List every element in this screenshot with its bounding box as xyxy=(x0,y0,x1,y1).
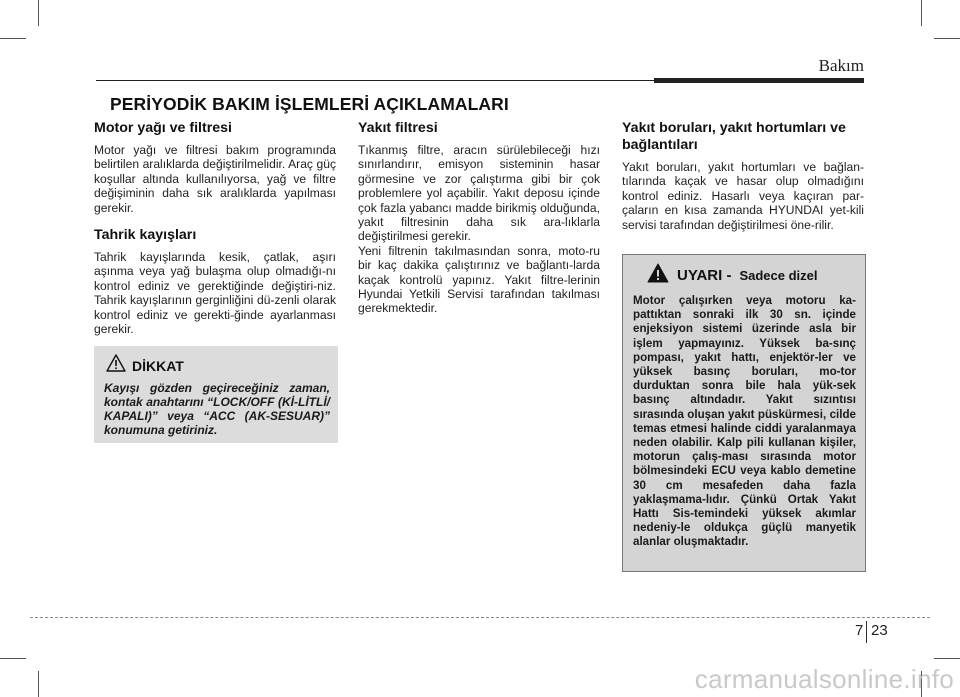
crop-mark xyxy=(0,658,26,659)
paragraph-fuel-lines: Yakıt boruları, yakıt hortumları ve bağlan-tılarında kaçak ve hasar olup olmadığını kontrol ediniz. Hasarlı veya kaçıran par-çaların en kısa zamanda HYUNDAI yet-kili servisi tarafından değiştirilmesi öne-rilir. xyxy=(622,160,864,232)
warning-subtitle: Sadece dizel xyxy=(739,268,818,283)
footer-dashed-rule xyxy=(30,617,930,618)
crop-mark xyxy=(38,0,39,26)
subheading-fuel-filter: Yakıt filtresi xyxy=(358,120,438,136)
paragraph-fuel-filter-install: Yeni filtrenin takılmasından sonra, moto-ru bir kaç dakika çalıştırınız ve bağlantı-larda kaçak kontrolü yapınız. Yakıt filtre-lerinin Hyundai Yetkili Servisi tarafından takılması gerekmektedir. xyxy=(358,243,600,316)
paragraph-engine-oil: Motor yağı ve filtresi bakım programında belirtilen aralıklarda değiştirilmelidir. Araç güç koşullar altında kullanılıyorsa, yağ ve filtre değişiminin daha sık aralıklarda yapılması gerekir. xyxy=(94,143,336,215)
warning-box xyxy=(622,254,866,572)
paragraph-drive-belts: Tahrik kayışlarında kesik, çatlak, aşırı aşınma veya yağ bulaşma olup olmadığı-nı kontrol ediniz ve gerektiğinde değiştiri-niz. Tahrik kayışlarının gerginliğini dü-zenli olarak kontrol ediniz ve gerekti-ğinde ayarlanması gerekir. xyxy=(94,250,336,337)
watermark: carmanualsonline.info xyxy=(694,664,954,694)
caution-header xyxy=(106,354,330,377)
subheading-engine-oil: Motor yağı ve filtresi xyxy=(94,120,232,136)
subheading-fuel-lines: Yakıt boruları, yakıt hortumları ve bağlantıları xyxy=(622,120,846,153)
crop-mark xyxy=(921,0,922,26)
crop-mark xyxy=(38,671,39,697)
caution-title: DİKKAT xyxy=(132,357,184,374)
section-label: Bakım xyxy=(818,56,864,75)
warning-header xyxy=(647,263,856,288)
warning-triangle-icon xyxy=(106,354,126,377)
page-number-separator xyxy=(866,621,867,643)
column-right xyxy=(622,120,864,232)
chapter-number: 7 xyxy=(855,622,864,639)
crop-mark xyxy=(934,38,960,39)
column-middle xyxy=(358,120,600,316)
warning-triangle-icon xyxy=(647,263,669,288)
column-left xyxy=(94,120,336,336)
crop-mark xyxy=(934,658,960,659)
paragraph-fuel-filter: Tıkanmış filtre, aracın sürülebileceği hızı sınırlandırır, emisyon sisteminin hasar görmesine ve zor çalıştırma gibi bir çok problemlere yol açabilir. Yakıt deposu içinde çok fazla yabancı madde birikmiş olduğunda, yakıt filtresinin daha sık ara-lıklarla değiştirilmesi gerekir. xyxy=(358,143,600,244)
page-heading: PERİYODİK BAKIM İŞLEMLERİ AÇIKLAMALARI xyxy=(110,94,509,114)
header-rule-accent xyxy=(654,78,864,83)
subheading-drive-belts: Tahrik kayışları xyxy=(94,227,197,244)
warning-text: Motor çalışırken veya motoru ka-pattıktan sonraki ilk 30 sn. içinde enjeksiyon sistemi üzerinde asla bir işlem yapmayınız. Yüksek ba-sınç pompası, yakıt hattı, enjektör-ler ve yüksek basınç boruları, mo-tor durduktan sonra bile hala yük-sek basınç altındadır. Yakıt sızıntısı sırasında oluşan yakıt püskürmesi, cilde temas etmesi halinde ciddi yaralanmaya neden olabilir. Kalp pili kullanan kişiler, motorun çalış-ması sırasında motor bölmesindeki ECU veya kablo demetine 30 cm mesafeden daha fazla yaklaşmama-lıdır. Çünkü Ortak Yakıt Hattı Sis-temindeki yüksek akımlar nedeniy-le oldukça güçlü manyetik alanlar oluşmaktadır. xyxy=(633,294,856,549)
caution-text: Kayışı gözden geçireceğiniz zaman, kontak anahtarını “LOCK/OFF (Kİ-LİTLİ/ KAPALI)” veya “ACC (AK-SESUAR)” konumuna getiriniz. xyxy=(104,381,330,437)
caution-box xyxy=(94,346,338,443)
crop-mark xyxy=(0,38,26,39)
warning-title: UYARI - xyxy=(677,267,732,284)
page-number: 23 xyxy=(871,622,888,639)
